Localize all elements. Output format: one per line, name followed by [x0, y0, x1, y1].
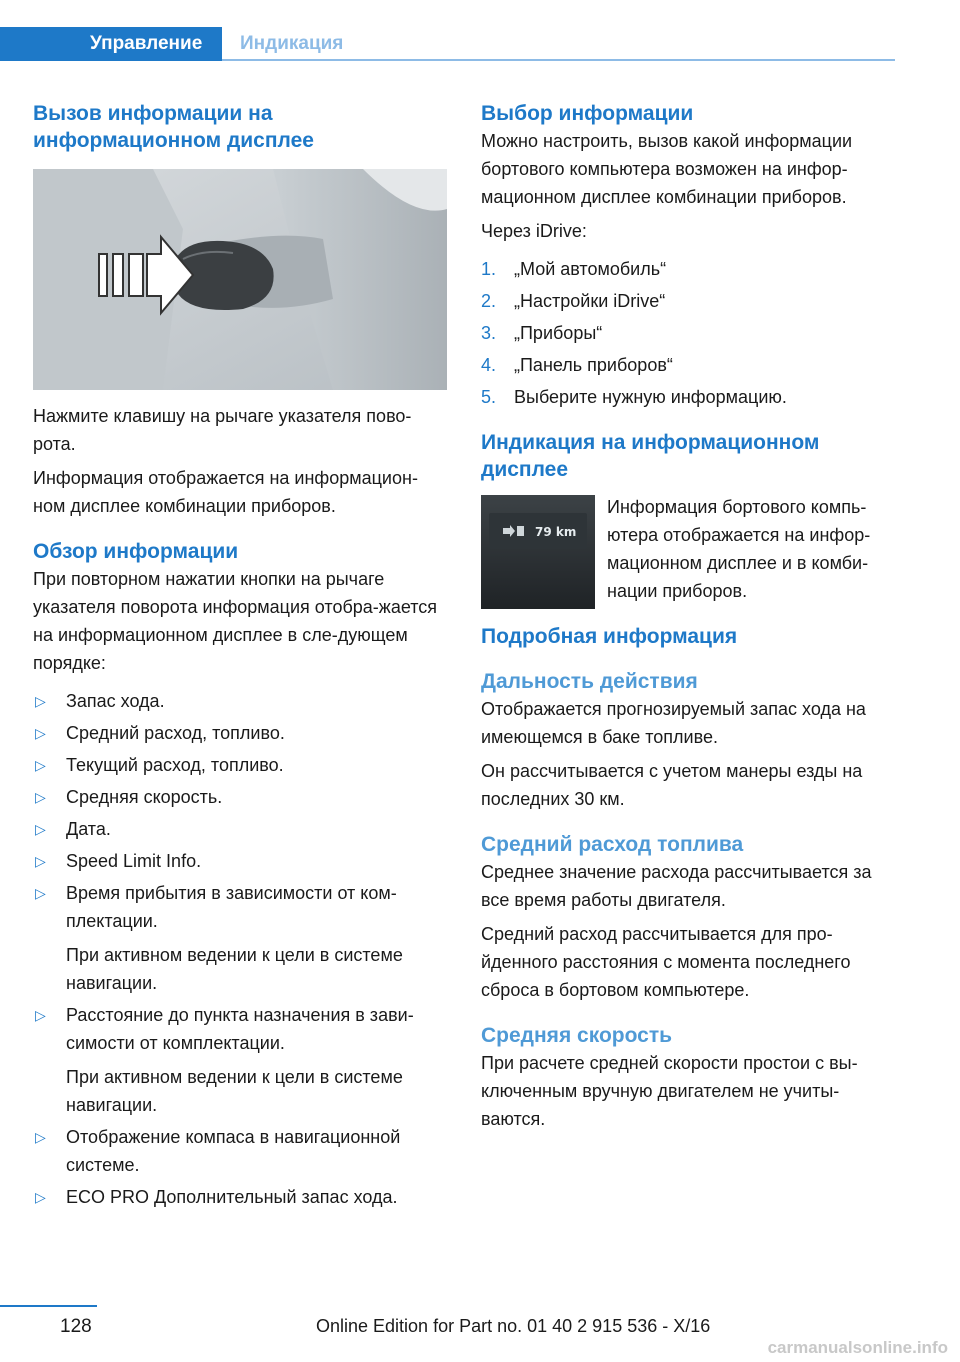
right-column	[481, 100, 895, 1133]
list-item: ▷ Средний расход, топливо.	[33, 719, 447, 747]
list-item: ▷ Средняя скорость.	[33, 783, 447, 811]
paragraph: Информация отображается на информацион-ном дисплее комбинации приборов.	[33, 468, 418, 516]
triangle-bullet-icon: ▷	[35, 821, 46, 837]
paragraph: Можно настроить, вызов какой информации бортового компьютера возможен на инфор-мационном дисплее комбинации приборов.	[481, 131, 853, 207]
paragraph: При расчете средней скорости простои с вы-ключенным вручную двигателем не учиты-ваются.	[481, 1053, 858, 1129]
paragraph: Нажмите клавишу на рычаге указателя пово-рота.	[33, 406, 412, 454]
turn-signal-lever-photo	[33, 169, 447, 390]
triangle-bullet-icon: ▷	[35, 1007, 46, 1023]
section-title-select-info: Выбор информации	[481, 102, 694, 125]
display-value-text: 79 km	[535, 525, 577, 539]
paragraph: Он рассчитывается с учетом манеры езды на последних 30 км.	[481, 761, 863, 809]
info-display-image	[481, 495, 595, 609]
triangle-bullet-icon: ▷	[35, 725, 46, 741]
section-title-info-overview: Обзор информации	[33, 540, 239, 563]
display-block	[481, 493, 895, 623]
paragraph: Через iDrive:	[481, 221, 587, 241]
paragraph: При повторном нажатии кнопки на рычаге указателя поворота информация отобра-жается на информационном дисплее в сле-дующем порядке:	[33, 569, 438, 673]
paragraph: Средний расход рассчитывается для про-йденного расстояния с момента последнего сброса в бортовом компьютере.	[481, 924, 851, 1000]
paragraph: Отображается прогнозируемый запас хода на имеющемся в баке топливе.	[481, 699, 866, 747]
triangle-bullet-icon: ▷	[35, 1189, 46, 1205]
subsection-title-range: Дальность действия	[481, 670, 698, 693]
section-title-details: Подробная информация	[481, 625, 738, 648]
triangle-bullet-icon: ▷	[35, 693, 46, 709]
watermark: carmanualsonline.info	[767, 1338, 948, 1357]
left-column	[33, 100, 447, 1211]
list-item: ▷ Текущий расход, топливо.	[33, 751, 447, 779]
triangle-bullet-icon: ▷	[35, 757, 46, 773]
tab-control[interactable]: Управление	[90, 33, 203, 54]
page-number: 128	[60, 1316, 92, 1337]
paragraph: Информация бортового компь-ютера отображается на инфор-мационном дисплее и в комби-нации приборов.	[607, 497, 871, 601]
header-rule	[222, 59, 895, 61]
list-item: ▷ Расстояние до пункта назначения в зави-симости от комплектации. При активном ведении к цели в системе навигации.	[33, 1001, 447, 1119]
list-item: ▷ Отображение компаса в навигационной системе.	[33, 1123, 447, 1179]
list-item: ▷ Время прибытия в зависимости от ком-плектации. При активном ведении к цели в системе навигации.	[33, 879, 447, 997]
list-item: ▷ Speed Limit Info.	[33, 847, 447, 875]
tab-display[interactable]: Индикация	[240, 33, 344, 54]
section-title-display-indication: Индикация на информационном дисплее	[481, 431, 820, 481]
triangle-bullet-icon: ▷	[35, 885, 46, 901]
triangle-bullet-icon: ▷	[35, 789, 46, 805]
idrive-steps	[481, 255, 895, 411]
footer-rule	[0, 1305, 97, 1307]
list-item: ▷ Запас хода.	[33, 687, 447, 715]
paragraph: Среднее значение расхода рассчитывается за все время работы двигателя.	[481, 862, 872, 910]
triangle-bullet-icon: ▷	[35, 853, 46, 869]
info-list	[33, 687, 447, 1211]
list-item: 2. „Настройки iDrive“	[481, 291, 666, 311]
list-item-note: При активном ведении к цели в системе навигации.	[66, 1067, 403, 1115]
edition-text: Online Edition for Part no. 01 40 2 915 536 - X/16	[316, 1316, 711, 1336]
list-item: ▷ ECO PRO Дополнительный запас хода.	[33, 1183, 447, 1211]
triangle-bullet-icon: ▷	[35, 1129, 46, 1145]
list-item: ▷ Дата.	[33, 815, 447, 843]
section-title-call-info: Вызов информации на информационном дисплее	[33, 102, 314, 152]
subsection-title-avg-consumption: Средний расход топлива	[481, 833, 744, 856]
list-item: 4. „Панель приборов“	[481, 355, 673, 375]
list-item-note: При активном ведении к цели в системе навигации.	[66, 945, 403, 993]
subsection-title-avg-speed: Средняя скорость	[481, 1024, 673, 1047]
list-item: 5. Выберите нужную информацию.	[481, 387, 787, 407]
list-item: 1. „Мой автомобиль“	[481, 259, 667, 279]
list-item: 3. „Приборы“	[481, 323, 603, 343]
